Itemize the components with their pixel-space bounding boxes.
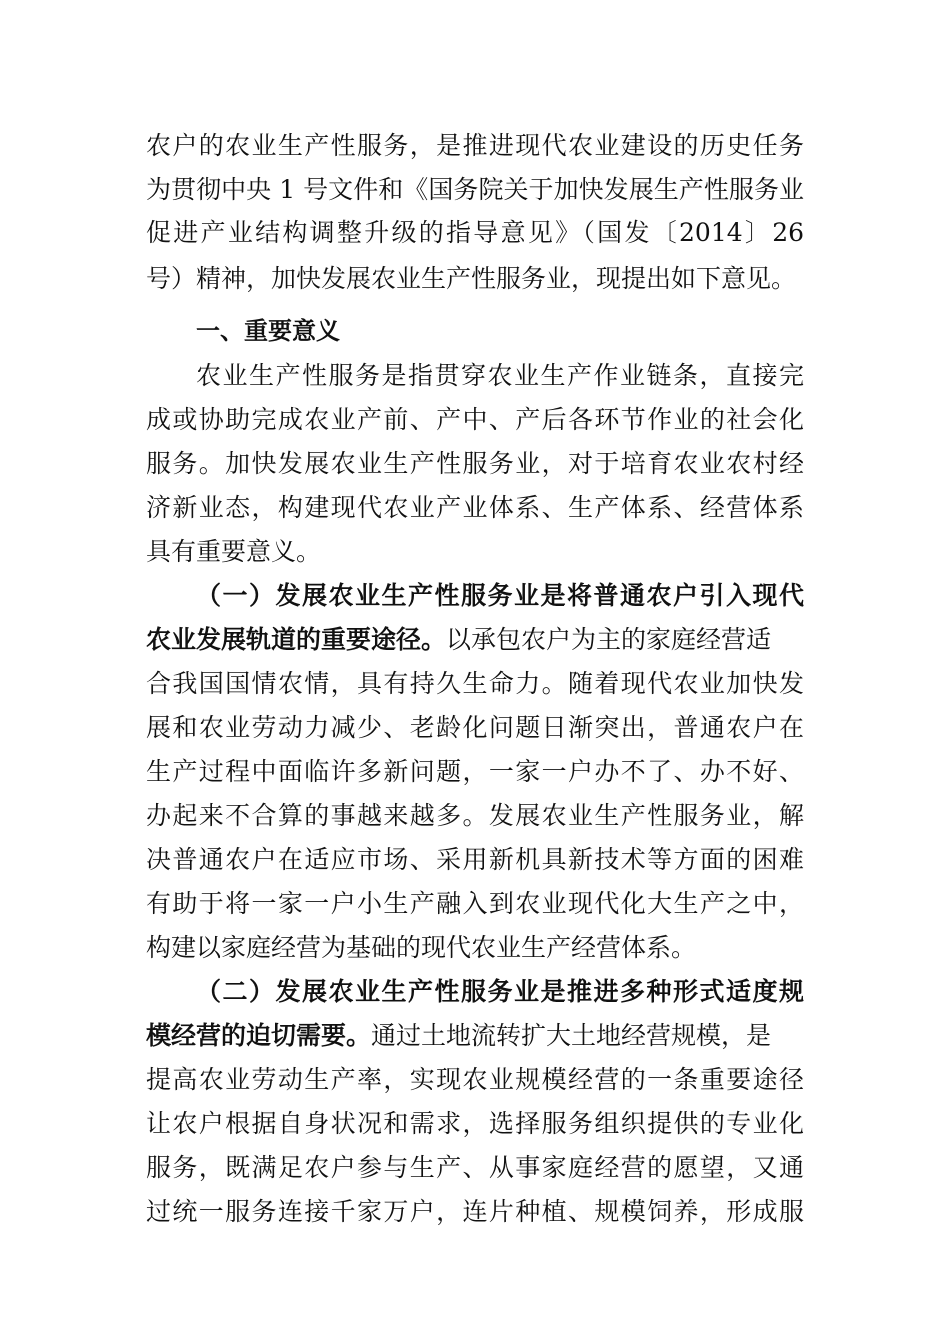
- text-line-16: 办起来不合算的事越来越多。发展农业生产性服务业，解: [146, 801, 804, 830]
- text-line-1: 农户的农业生产性服务，是推进现代农业建设的历史任务: [146, 131, 804, 160]
- subsection-heading-1-cont: 农业发展轨道的重要途径。: [146, 625, 447, 654]
- text-line-24: 服务，既满足农户参与生产、从事家庭经营的愿望，又通: [146, 1153, 804, 1182]
- text-line-10: 具有重要意义。: [146, 537, 322, 566]
- paragraph-text: 以承包农户为主的家庭经营适: [446, 625, 772, 654]
- text-line-15: 生产过程中面临许多新问题，一家一户办不了、办不好、: [146, 757, 804, 786]
- text-line-14: 展和农业劳动力减少、老龄化问题日渐突出，普通农户在: [146, 713, 804, 742]
- section-heading-importance: 一、重要意义: [196, 317, 340, 345]
- text-line-6: 农业生产性服务是指贯穿农业生产作业链条，直接完: [196, 361, 804, 390]
- subsection-heading-1: （一）发展农业生产性服务业是将普通农户引入现代: [196, 581, 804, 610]
- text-line-21: [146, 1014, 804, 1058]
- text-line-3: 促进产业结构调整升级的指导意见》（国发〔2014〕26: [146, 218, 804, 247]
- text-line-8: 服务。加快发展农业生产性服务业，对于培育农业农村经: [146, 449, 804, 478]
- text-line-18: 有助于将一家一户小生产融入到农业现代化大生产之中，: [146, 889, 804, 918]
- text-line-23: 让农户根据自身状况和需求，选择服务组织提供的专业化: [146, 1109, 804, 1138]
- text-line-9: 济新业态，构建现代农业产业体系、生产体系、经营体系: [146, 493, 804, 522]
- text-line-4: 号）精神，加快发展农业生产性服务业，现提出如下意见。: [146, 264, 797, 293]
- subsection-heading-2-cont: 模经营的迫切需要。: [146, 1021, 372, 1050]
- text-line-25: 过统一服务连接千家万户，连片种植、规模饲养，形成服: [146, 1197, 804, 1226]
- text-line-2: 为贯彻中央 1 号文件和《国务院关于加快发展生产性服务业: [146, 175, 804, 204]
- paragraph-text: 通过土地流转扩大土地经营规模，是: [371, 1021, 772, 1050]
- subsection-heading-2: （二）发展农业生产性服务业是推进多种形式适度规: [196, 977, 804, 1006]
- text-line-7: 成或协助完成农业产前、产中、产后各环节作业的社会化: [146, 405, 804, 434]
- text-line-13: 合我国国情农情，具有持久生命力。随着现代农业加快发: [146, 669, 804, 698]
- text-line-22: 提高农业劳动生产率，实现农业规模经营的一条重要途径: [146, 1065, 804, 1094]
- text-line-19: 构建以家庭经营为基础的现代农业生产经营体系。: [146, 933, 697, 962]
- text-line-12: [146, 618, 804, 662]
- text-line-17: 决普通农户在适应市场、采用新机具新技术等方面的困难: [146, 845, 804, 874]
